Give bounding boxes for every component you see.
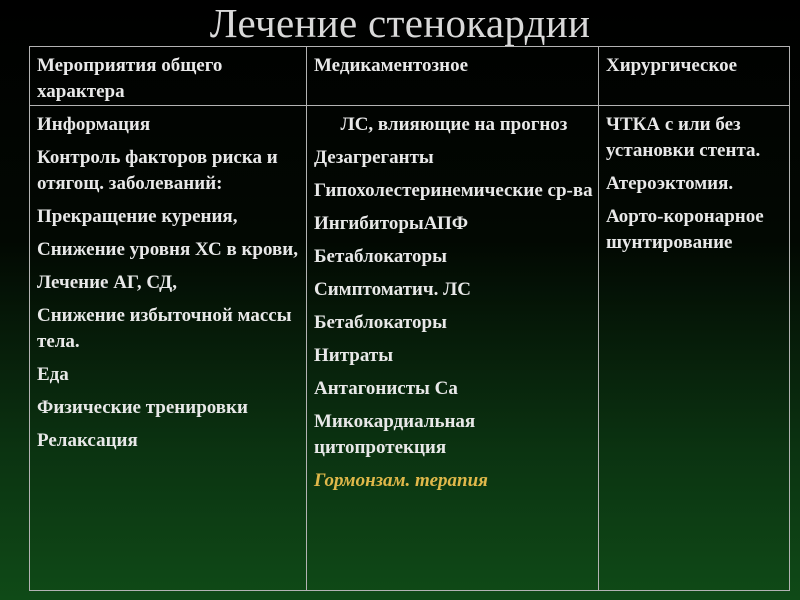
list-item: Нитраты xyxy=(314,345,394,366)
list-item: Симптоматич. ЛС xyxy=(314,279,471,300)
list-item: Еда xyxy=(37,364,69,385)
list-item: ЧТКА с или без установки стента. xyxy=(606,114,761,161)
list-item: ИнгибиторыАПФ xyxy=(314,213,469,234)
header-surgical xyxy=(599,47,790,106)
drug-subheading: ЛС, влияющие на прогноз xyxy=(340,114,568,135)
slide-title: Лечение стенокардии xyxy=(209,0,591,46)
drug-therapy-cell xyxy=(307,106,599,591)
header-general-label: Мероприятия общего характера xyxy=(37,55,223,102)
list-item: Информация xyxy=(37,114,151,135)
list-item: Снижение избыточной массы тела. xyxy=(37,305,292,352)
surgical-cell xyxy=(599,106,790,591)
list-item-hormone-therapy: Гормонзам. терапия xyxy=(314,470,488,491)
list-item: Снижение уровня ХС в крови, xyxy=(37,239,298,260)
list-item: Антагонисты Са xyxy=(314,378,458,399)
list-item: Лечение АГ, СД, xyxy=(37,272,177,293)
general-measures-cell xyxy=(30,106,307,591)
header-drug-label: Медикаментозное xyxy=(314,55,469,76)
list-item: Бетаблокаторы xyxy=(314,312,447,333)
list-item: Дезагреганты xyxy=(314,147,434,168)
header-drug xyxy=(307,47,599,106)
list-item: Релаксация xyxy=(37,430,138,451)
table-header-row xyxy=(30,47,790,106)
list-item: Прекращение курения, xyxy=(37,206,238,227)
header-surgical-label: Хирургическое xyxy=(606,55,738,76)
list-item: Микокардиальная цитопротекция xyxy=(314,411,476,458)
list-item: Физические тренировки xyxy=(37,397,248,418)
list-item: Аорто-коронарное шунтирование xyxy=(606,206,764,253)
treatment-table xyxy=(29,46,790,591)
header-general xyxy=(30,47,307,106)
list-item: Гипохолестеринемические ср-ва xyxy=(314,180,593,201)
list-item: Атероэктомия. xyxy=(606,173,734,194)
list-item: Бетаблокаторы xyxy=(314,246,447,267)
list-item: Контроль факторов риска и отягощ. заболеваний: xyxy=(37,147,278,194)
table-row xyxy=(30,106,790,591)
